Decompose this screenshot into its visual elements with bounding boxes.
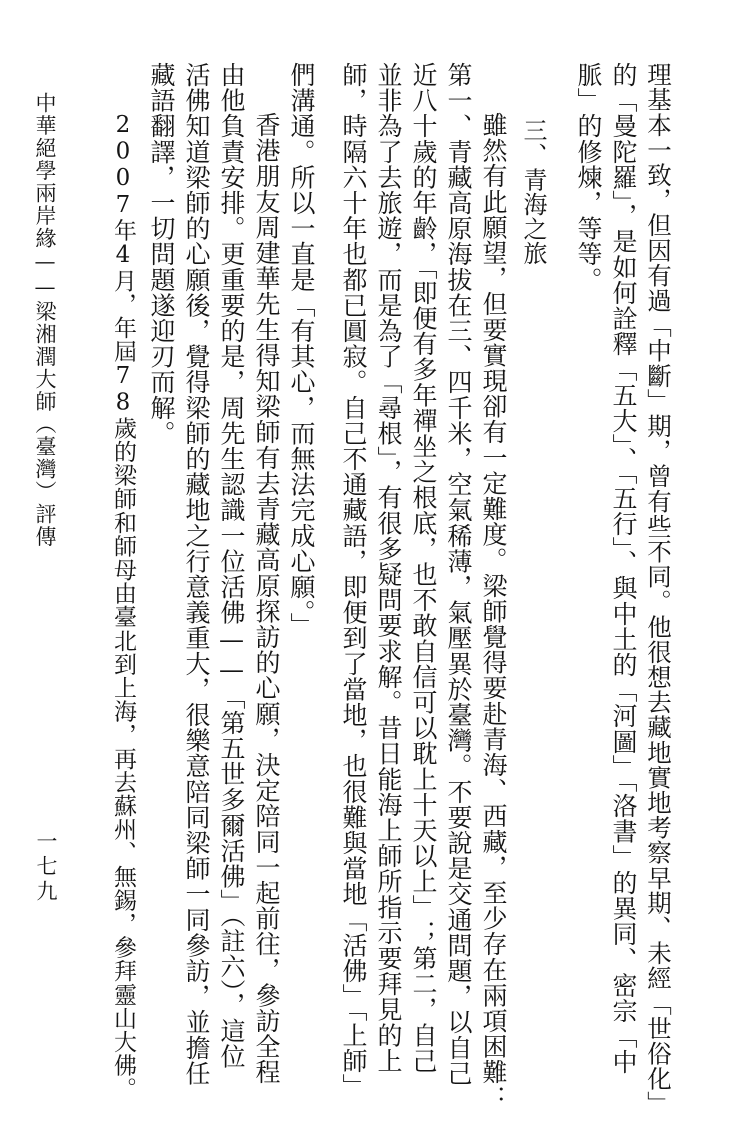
text-column-6: 第一、青藏高原海拔在三、四千米，空氣稀薄，氣壓異於臺灣。不要說是交通問題，以自己 (444, 62, 473, 1086)
running-header: 中華絕學兩岸緣——梁湘潤大師（臺灣）評傳 (33, 92, 57, 548)
text-column-10: 們溝通。所以一直是「有其心，而無法完成心願。」 (287, 62, 316, 639)
section-heading: 三、青海之旅 (519, 118, 547, 266)
text-column-8: 並非為了去旅遊，而是為了「尋根」，有很多疑問要求解。昔日能海上師所指示要拜見的上 (374, 62, 403, 1074)
text-column-14: 藏語翻譯，一切問題遂迎刃而解。 (147, 62, 176, 446)
text-column-12: 由他負責安排。更重要的是，周先生認識一位活佛——「第五世多爾活佛」（註六），這位 (217, 62, 246, 1069)
text-column-2: 的「曼陀羅」，是如何詮釋「五大」、「五行」、與中土的「河圖」「洛書」的異同、密宗「中 (609, 62, 638, 1075)
text-column-11: 香港朋友周建華先生得知梁師有去青藏高原探訪的心願，決定陪同一起前往，參訪全程 (252, 112, 281, 1085)
text-column-13: 活佛知道梁師的心願後，覺得梁師的藏地之行意義重大，很樂意陪同梁師一同參訪，並擔任 (182, 62, 211, 1086)
text-column-7: 近八十歲的年齡，「即便有多年禪坐之根底，也不敢自信可以耽上十天以上」；第二，自己 (409, 62, 438, 1074)
text-column-3: 脈」的修煉，等等。 (574, 62, 603, 293)
text-column-1: 理基本一致，但因有過「中斷」期，曾有些不同。他很想去藏地實地考察早期、未經「世俗化」 (644, 62, 673, 1117)
page-number: 一七九 (34, 830, 58, 905)
text-column-15: 2007年4月，年屆78歲的梁師和師母由臺北到上海，再去蘇州、無錫，參拜靈山大佛。 (110, 112, 136, 1101)
text-column-5: 雖然有此願望，但要實現卻有一定難度。梁師覺得要赴青海、西藏，至少存在兩項困難： (479, 112, 508, 1111)
text-column-9: 師，時隔六十年也都已圓寂。自己不通藏語，即便到了當地，也很難與當地「活佛」「上師」 (339, 62, 368, 1100)
